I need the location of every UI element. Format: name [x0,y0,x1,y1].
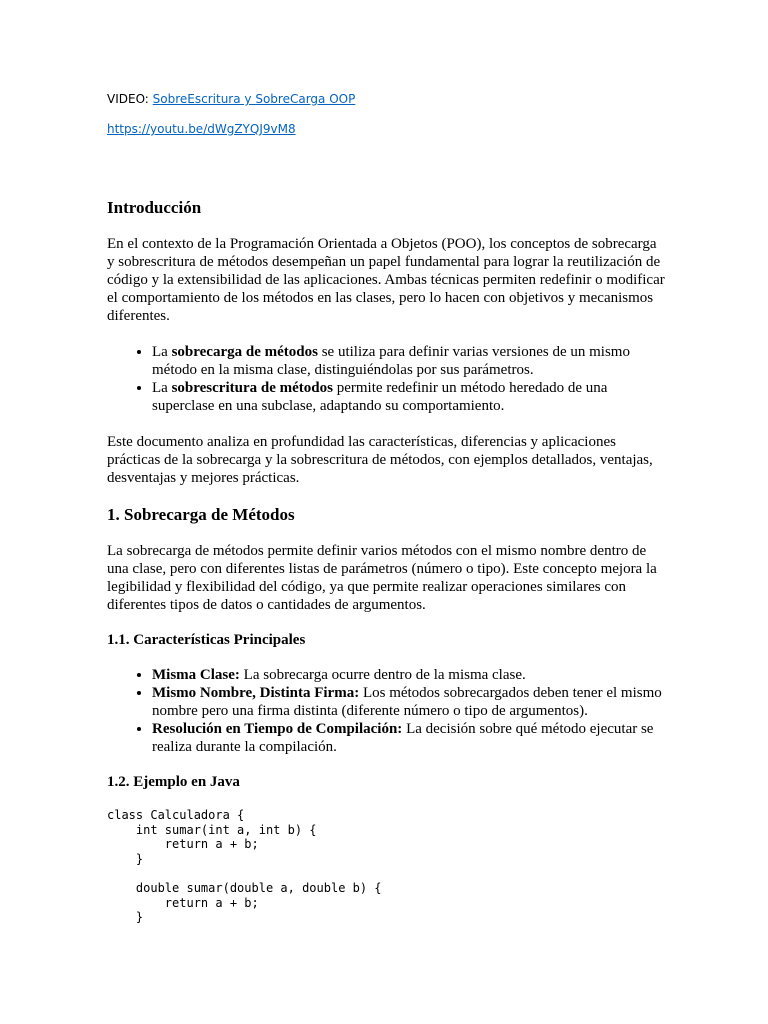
bullet-bold-term: sobrecarga de métodos [171,344,318,360]
features-bullet-list [107,666,667,756]
document-page [107,90,667,925]
video-url-link[interactable]: https://youtu.be/dWgZYQJ9vM8 [107,122,296,136]
bullet-bold-term: Resolución en Tiempo de Compilación: [152,721,403,737]
subsection-1-1-heading: 1.1. Características Principales [107,632,306,648]
bullet-bold-term: Mismo Nombre, Distinta Firma: [152,685,360,701]
list-item [152,684,667,720]
intro-bullet-list [107,343,667,415]
list-item [152,379,667,415]
video-line [107,90,667,110]
video-title-link[interactable]: SobreEscritura y SobreCarga OOP [152,92,356,106]
list-item [152,666,667,684]
bullet-text: Los métodos sobrecargados deben tener el mismo nombre pero una firma distinta (diferente número o tipo de argumentos). [152,685,662,719]
section1-paragraph: La sobrecarga de métodos permite definir varios métodos con el mismo nombre dentro de una clase, pero con diferentes listas de parámetros (número o tipo). Este concepto mejora la legibilidad y flexibilidad del código, ya que permite realizar operaciones similares con diferentes tipos de datos o cantidades de argumentos. [107,543,657,613]
bullet-text: permite redefinir un método heredado de una superclase en una subclase, adaptando su comportamiento. [152,380,608,414]
java-code-block: class Calculadora { int sumar(int a, int b) { return a + b; } double sumar(double a, double b) { return a + b; } [107,808,382,925]
intro-heading: Introducción [107,198,202,217]
bullet-text: La sobrecarga ocurre dentro de la misma clase. [239,667,526,683]
section1-heading: 1. Sobrecarga de Métodos [107,505,295,524]
bullet-bold-term: Misma Clase: [152,667,240,683]
video-prefix: VIDEO: [107,92,153,106]
intro-closing-paragraph: Este documento analiza en profundidad las características, diferencias y aplicaciones prácticas de la sobrecarga y la sobrescritura de métodos, con ejemplos detallados, ventajas, desventajas y mejores prácticas. [107,434,653,486]
list-item [152,343,667,379]
bullet-prefix: La [152,344,172,360]
bullet-prefix: La [152,380,172,396]
list-item [152,720,667,756]
video-url-line [107,120,667,140]
bullet-text: La decisión sobre qué método ejecutar se realiza durante la compilación. [152,721,654,755]
bullet-text: se utiliza para definir varias versiones de un mismo método en la misma clase, distinguiéndolas por sus parámetros. [152,344,630,378]
subsection-1-2-heading: 1.2. Ejemplo en Java [107,774,240,790]
intro-paragraph: En el contexto de la Programación Orientada a Objetos (POO), los conceptos de sobrecarga y sobrescritura de métodos desempeñan un papel fundamental para lograr la reutilización de código y la extensibilidad de las aplicaciones. Ambas técnicas permiten redefinir o modificar el comportamiento de los métodos en las clases, pero lo hacen con objetivos y mecanismos diferentes. [107,236,665,324]
bullet-bold-term: sobrescritura de métodos [171,380,333,396]
